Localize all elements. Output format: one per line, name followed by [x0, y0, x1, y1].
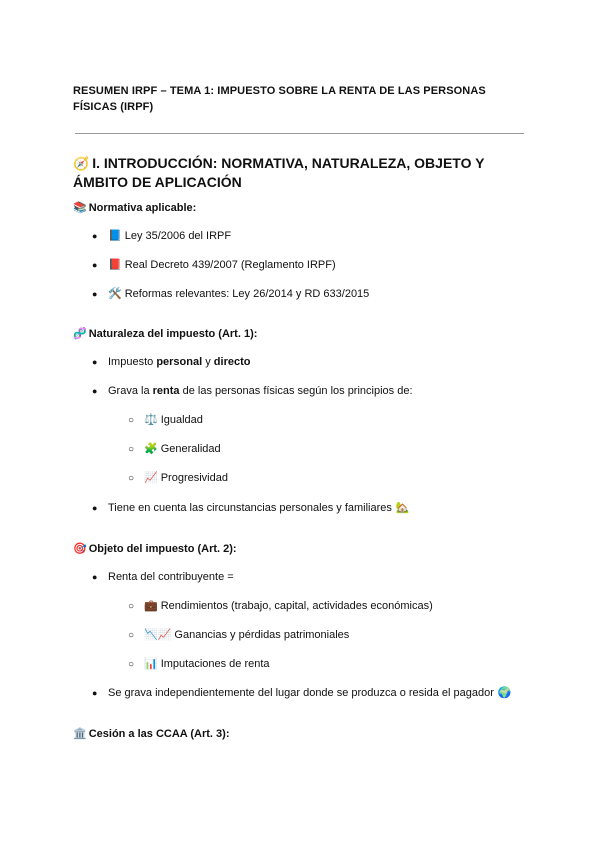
red-book-icon: 📕 — [108, 259, 122, 271]
books-icon: 📚 — [73, 202, 87, 214]
cesion-heading: 🏛️ Cesión a las CCAA (Art. 3): — [73, 728, 230, 740]
section-heading — [73, 154, 543, 191]
naturaleza-heading: 🧬 Naturaleza del impuesto (Art. 1): — [73, 328, 258, 340]
circle-bullet-icon: ○ — [128, 473, 135, 484]
list-item: ● Tiene en cuenta las circunstancias personales y familiares 🏡 — [92, 502, 410, 514]
normativa-heading: 📚 Normativa aplicable: — [73, 202, 197, 214]
blue-book-icon: 📘 — [108, 230, 122, 242]
puzzle-icon: 🧩 — [144, 443, 158, 455]
list-item: ● Impuesto personal y directo — [92, 356, 251, 368]
house-family-icon: 🏡 — [395, 502, 410, 514]
dna-icon: 🧬 — [73, 328, 87, 340]
chart-up-icon: 📈 — [144, 472, 158, 484]
circle-bullet-icon: ○ — [128, 601, 135, 612]
chart-down-up-icon: 📉📈 — [144, 629, 172, 641]
list-item: ● 📕 Real Decreto 439/2007 (Reglamento IRPF) — [92, 259, 336, 271]
sub-list-item: ○ ⚖️ Igualdad — [128, 414, 203, 426]
list-item: ● Se grava independientemente del lugar donde se produzca o resida el pagador 🌍 — [92, 687, 512, 699]
compass-icon: 🧭 — [73, 156, 90, 171]
briefcase-icon: 💼 — [144, 600, 158, 612]
bar-chart-icon: 📊 — [144, 658, 158, 670]
circle-bullet-icon: ○ — [128, 630, 135, 641]
sub-list-item: ○ 📈 Progresividad — [128, 472, 228, 484]
bullet-icon: ● — [92, 231, 98, 241]
list-item: ● 🛠️ Reformas relevantes: Ley 26/2014 y RD 633/2015 — [92, 288, 370, 300]
sub-list-item: ○ 🧩 Generalidad — [128, 443, 221, 455]
sub-list-item: ○ 📊 Imputaciones de renta — [128, 658, 270, 670]
bullet-icon: ● — [92, 260, 98, 270]
bullet-icon: ● — [92, 357, 98, 367]
bullet-icon: ● — [92, 386, 98, 396]
circle-bullet-icon: ○ — [128, 659, 135, 670]
globe-icon: 🌍 — [497, 687, 512, 699]
target-icon: 🎯 — [73, 543, 87, 555]
bullet-icon: ● — [92, 572, 98, 582]
horizontal-divider — [75, 133, 524, 134]
tools-icon: 🛠️ — [108, 288, 122, 300]
document-title: RESUMEN IRPF – TEMA 1: IMPUESTO SOBRE LA RENTA DE LAS PERSONAS FÍSICAS (IRPF) — [73, 85, 486, 113]
circle-bullet-icon: ○ — [128, 415, 135, 426]
bullet-icon: ● — [92, 289, 98, 299]
circle-bullet-icon: ○ — [128, 444, 135, 455]
objeto-heading: 🎯 Objeto del impuesto (Art. 2): — [73, 543, 237, 555]
section-heading-text: I. INTRODUCCIÓN: NORMATIVA, NATURALEZA, OBJETO Y ÁMBITO DE APLICACIÓN — [73, 155, 485, 190]
bullet-icon: ● — [92, 503, 98, 513]
sub-list-item: ○ 💼 Rendimientos (trabajo, capital, actividades económicas) — [128, 600, 433, 612]
list-item: ● Grava la renta de las personas físicas según los principios de: — [92, 385, 413, 397]
bullet-icon: ● — [92, 688, 98, 698]
list-item: ● Renta del contribuyente = — [92, 571, 234, 583]
sub-list-item: ○ 📉📈 Ganancias y pérdidas patrimoniales — [128, 629, 350, 641]
list-item: ● 📘 Ley 35/2006 del IRPF — [92, 230, 232, 242]
classical-building-icon: 🏛️ — [73, 728, 87, 740]
balance-icon: ⚖️ — [144, 414, 158, 426]
